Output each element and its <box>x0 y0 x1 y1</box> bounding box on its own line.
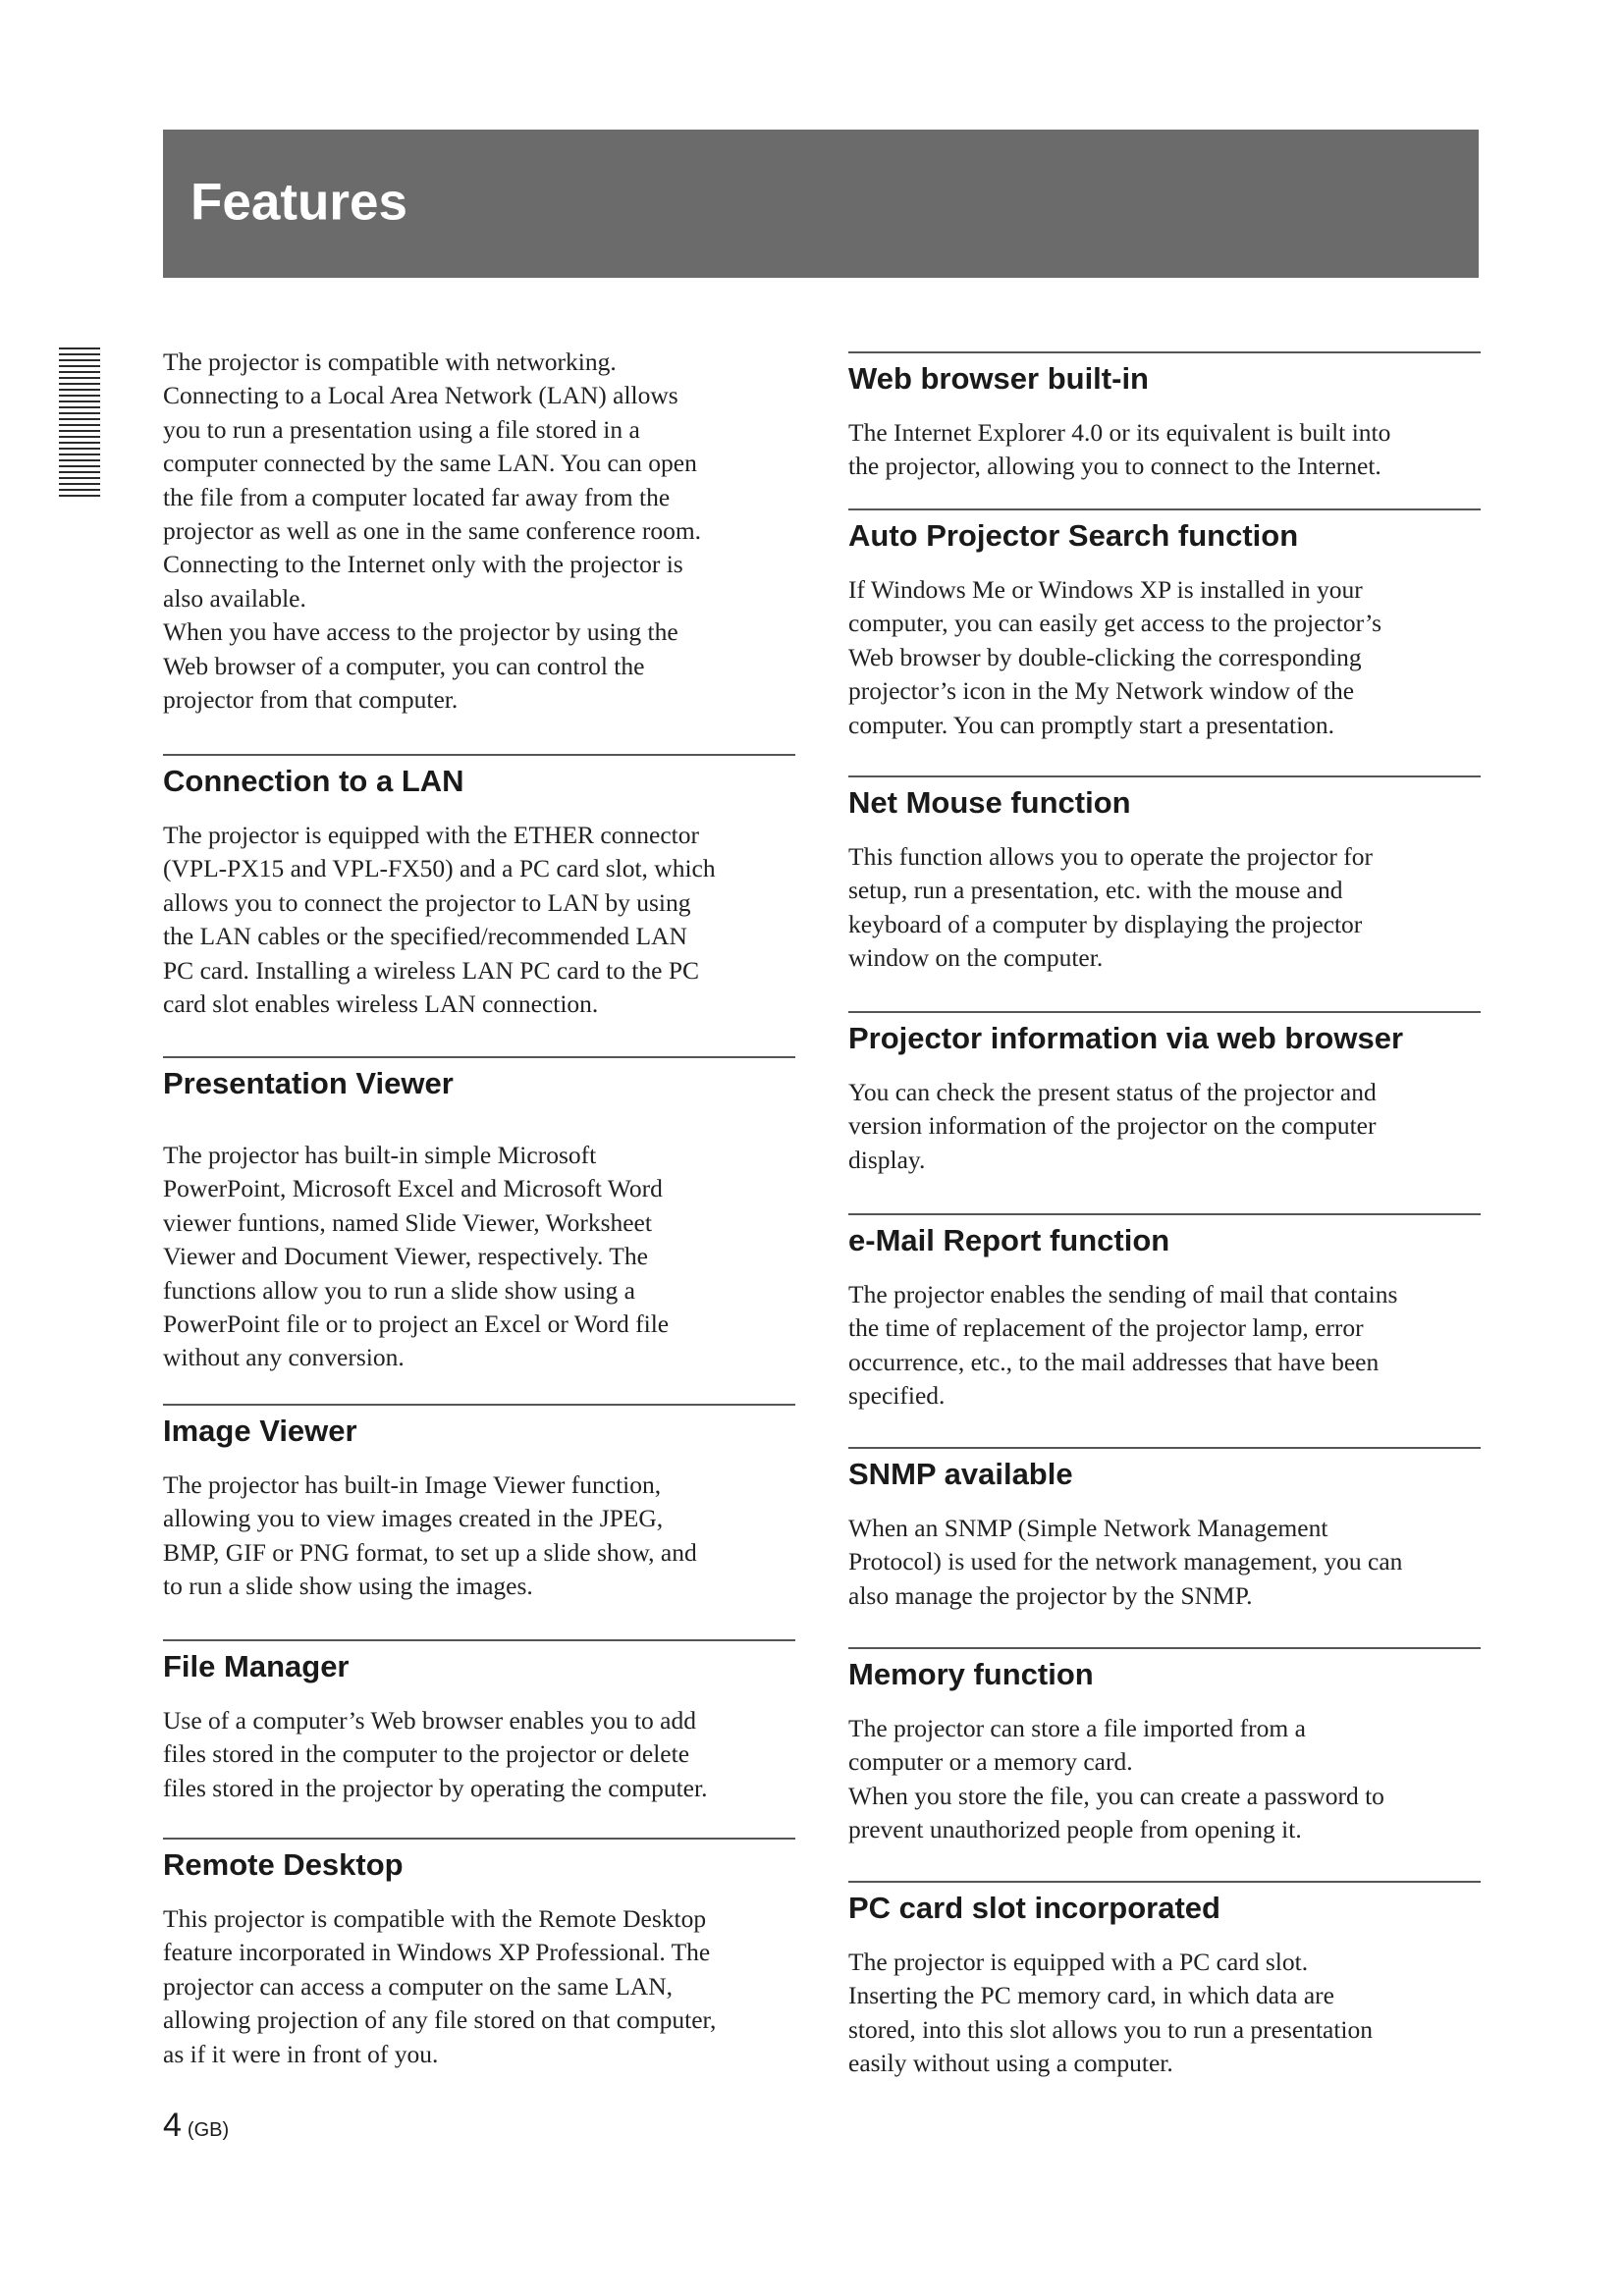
section-tab-marker <box>59 347 100 501</box>
section-heading: File Manager <box>163 1649 350 1683</box>
section-body: When an SNMP (Simple Network Management Protocol) is used for the network management, you can also manage the projector by the SNMP. <box>848 1514 1403 1610</box>
section-heading: Presentation Viewer <box>163 1066 454 1100</box>
section-file-manager <box>163 1639 795 1805</box>
section-heading: PC card slot incorporated <box>848 1891 1220 1925</box>
page-number <box>163 2107 229 2145</box>
section-net-mouse <box>848 775 1481 976</box>
section-body: If Windows Me or Windows XP is installed in your computer, you can easily get access to the projector’s Web browser by double-clicking the corresponding projector’s icon in the My Network window of the computer. You can promptly start a presentation. <box>848 575 1382 739</box>
intro-block <box>163 346 795 717</box>
section-heading: SNMP available <box>848 1457 1073 1491</box>
section-remote-desktop <box>163 1838 795 2071</box>
section-heading: Auto Projector Search function <box>848 518 1299 553</box>
section-body: The Internet Explorer 4.0 or its equivalent is built into the projector, allowing you to connect to the Internet. <box>848 418 1391 481</box>
section-body: The projector is equipped with a PC card slot. Inserting the PC memory card, in which data are stored, into this slot allows you to run a presentation easily without using a computer. <box>848 1948 1374 2078</box>
section-heading: Memory function <box>848 1657 1094 1691</box>
section-heading: Image Viewer <box>163 1414 357 1448</box>
section-pc-card-slot <box>848 1881 1481 2081</box>
section-body: The projector is equipped with the ETHER connector (VPL-PX15 and VPL-FX50) and a PC card slot, which allows you to connect the projector to LAN by using the LAN cables or the specified/recommended LAN PC card. Installing a wireless LAN PC card to the PC card slot enables wireless LAN connection. <box>163 821 716 1019</box>
section-auto-projector-search <box>848 508 1481 742</box>
section-heading: Web browser built-in <box>848 361 1149 396</box>
page-number-suffix: (GB) <box>187 2119 230 2141</box>
section-email-report <box>848 1213 1481 1414</box>
section-heading: Connection to a LAN <box>163 764 464 798</box>
section-heading: e-Mail Report function <box>848 1223 1170 1257</box>
section-body: This function allows you to operate the projector for setup, run a presentation, etc. with the mouse and keyboard of a computer by displaying the projector window on the computer. <box>848 842 1373 973</box>
title-banner <box>163 130 1479 278</box>
section-projector-info-web-browser <box>848 1011 1481 1177</box>
section-image-viewer <box>163 1404 795 1604</box>
section-web-browser-built-in <box>848 351 1481 484</box>
section-body: The projector can store a file imported from a computer or a memory card. When you store the file, you can create a password to prevent unauthorized people from opening it. <box>848 1714 1384 1844</box>
section-memory-function <box>848 1647 1481 1847</box>
section-snmp-available <box>848 1447 1481 1613</box>
section-body: You can check the present status of the projector and version information of the projector on the computer display. <box>848 1078 1377 1174</box>
section-heading: Projector information via web browser <box>848 1021 1404 1055</box>
section-connection-to-lan <box>163 754 795 1021</box>
section-presentation-viewer <box>163 1056 795 1375</box>
section-body: The projector has built-in Image Viewer function, allowing you to view images created in the JPEG, BMP, GIF or PNG format, to set up a slide show, and to run a slide show using the images. <box>163 1470 697 1601</box>
section-body: This projector is compatible with the Remote Desktop feature incorporated in Windows XP Professional. The projector can access a computer on the same LAN, allowing projection of any file stored on that computer, as if it were in front of you. <box>163 1904 717 2068</box>
page-title: Features <box>190 173 407 232</box>
section-heading: Remote Desktop <box>163 1847 404 1882</box>
intro-text: The projector is compatible with networking. Connecting to a Local Area Network (LAN) allows you to run a presentation using a file stored in a computer connected by the same LAN. You can open the file from a computer located far away from the projector as well as one in the same conference room. Connecting to the Internet only with the projector is also available. When you have access to the projector by using the Web browser of a computer, you can control the projector from that computer. <box>163 347 702 715</box>
section-body: Use of a computer’s Web browser enables you to add files stored in the computer to the projector or delete files stored in the projector by operating the computer. <box>163 1706 708 1802</box>
page-number-value: 4 <box>163 2107 182 2144</box>
section-body: The projector has built-in simple Microsoft PowerPoint, Microsoft Excel and Microsoft Word viewer funtions, named Slide Viewer, Worksheet Viewer and Document Viewer, respectively. The functions allow you to run a slide show using a PowerPoint file or to project an Excel or Word file without any conversion. <box>163 1141 670 1372</box>
section-body: The projector enables the sending of mail that contains the time of replacement of the projector lamp, error occurrence, etc., to the mail addresses that have been specified. <box>848 1280 1398 1411</box>
section-heading: Net Mouse function <box>848 785 1131 820</box>
